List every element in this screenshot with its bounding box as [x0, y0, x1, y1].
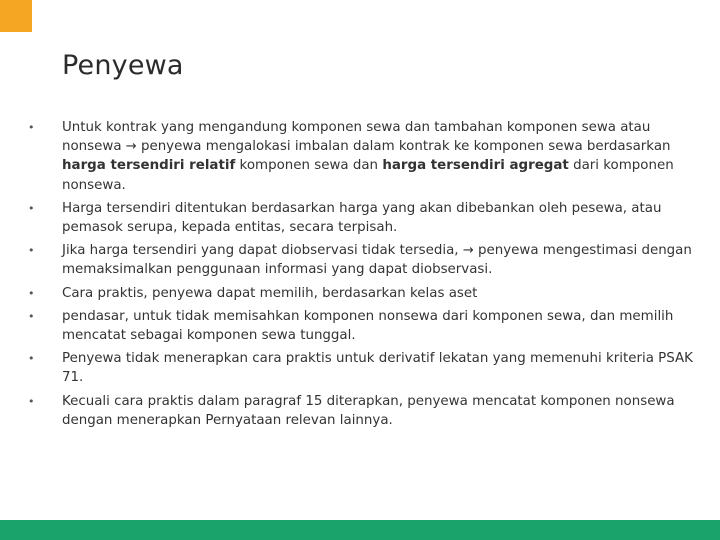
bullet-item	[24, 284, 700, 303]
bullet-dot-icon: •	[28, 286, 35, 300]
bullet-item	[24, 307, 700, 345]
bullet-item	[24, 392, 700, 430]
bullet-item	[24, 241, 700, 279]
bullet-bold-text: harga tersendiri agregat	[382, 158, 569, 174]
footer-bar	[0, 520, 720, 540]
bullet-text: Kecuali cara praktis dalam paragraf 15 diterapkan, penyewa mencatat komponen nonsewa dengan menerapkan Pernyataan relevan lainnya.	[62, 393, 675, 428]
bullet-text: dari komponen nonsewa.	[62, 158, 674, 193]
bullet-dot-icon: •	[28, 352, 35, 366]
bullet-item	[24, 118, 700, 195]
slide-title: Penyewa	[62, 50, 184, 81]
bullet-dot-icon: •	[28, 201, 35, 215]
bullet-item	[24, 199, 700, 237]
accent-square	[0, 0, 32, 32]
bullet-dot-icon: •	[28, 309, 35, 323]
bullet-text: Penyewa tidak menerapkan cara praktis untuk derivatif lekatan yang memenuhi kriteria PSAK 71.	[62, 351, 693, 386]
bullet-text: komponen sewa dan	[235, 158, 383, 174]
bullet-text: Harga tersendiri ditentukan berdasarkan harga yang akan dibebankan oleh pesewa, atau pemasok serupa, kepada entitas, secara terpisah.	[62, 200, 662, 236]
bullet-item	[24, 349, 700, 387]
bullet-text: penyewa mengestimasi dengan memaksimalkan penggunaan informasi yang dapat diobservasi.	[62, 243, 692, 278]
arrow-right-icon: →	[462, 243, 474, 259]
bullet-bold-text: harga tersendiri relatif	[62, 158, 236, 174]
bullet-dot-icon: •	[28, 394, 35, 408]
bullet-text: penyewa mengalokasi imbalan dalam kontrak ke komponen sewa berdasarkan	[136, 139, 671, 155]
bullet-text: Jika harga tersendiri yang dapat diobservasi tidak tersedia,	[62, 243, 463, 259]
bullet-text: Cara praktis, penyewa dapat memilih, berdasarkan kelas aset	[62, 285, 478, 301]
bullet-text: Untuk kontrak yang mengandung komponen sewa dan tambahan komponen sewa atau nonsewa	[62, 120, 651, 155]
bullet-text: pendasar, untuk tidak memisahkan komponen nonsewa dari komponen sewa, dan memilih mencatat sebagai komponen sewa tunggal.	[62, 308, 674, 344]
arrow-right-icon: →	[125, 139, 137, 155]
bullet-dot-icon: •	[28, 121, 35, 134]
bullet-list	[24, 118, 700, 434]
bullet-dot-icon: •	[28, 244, 35, 258]
